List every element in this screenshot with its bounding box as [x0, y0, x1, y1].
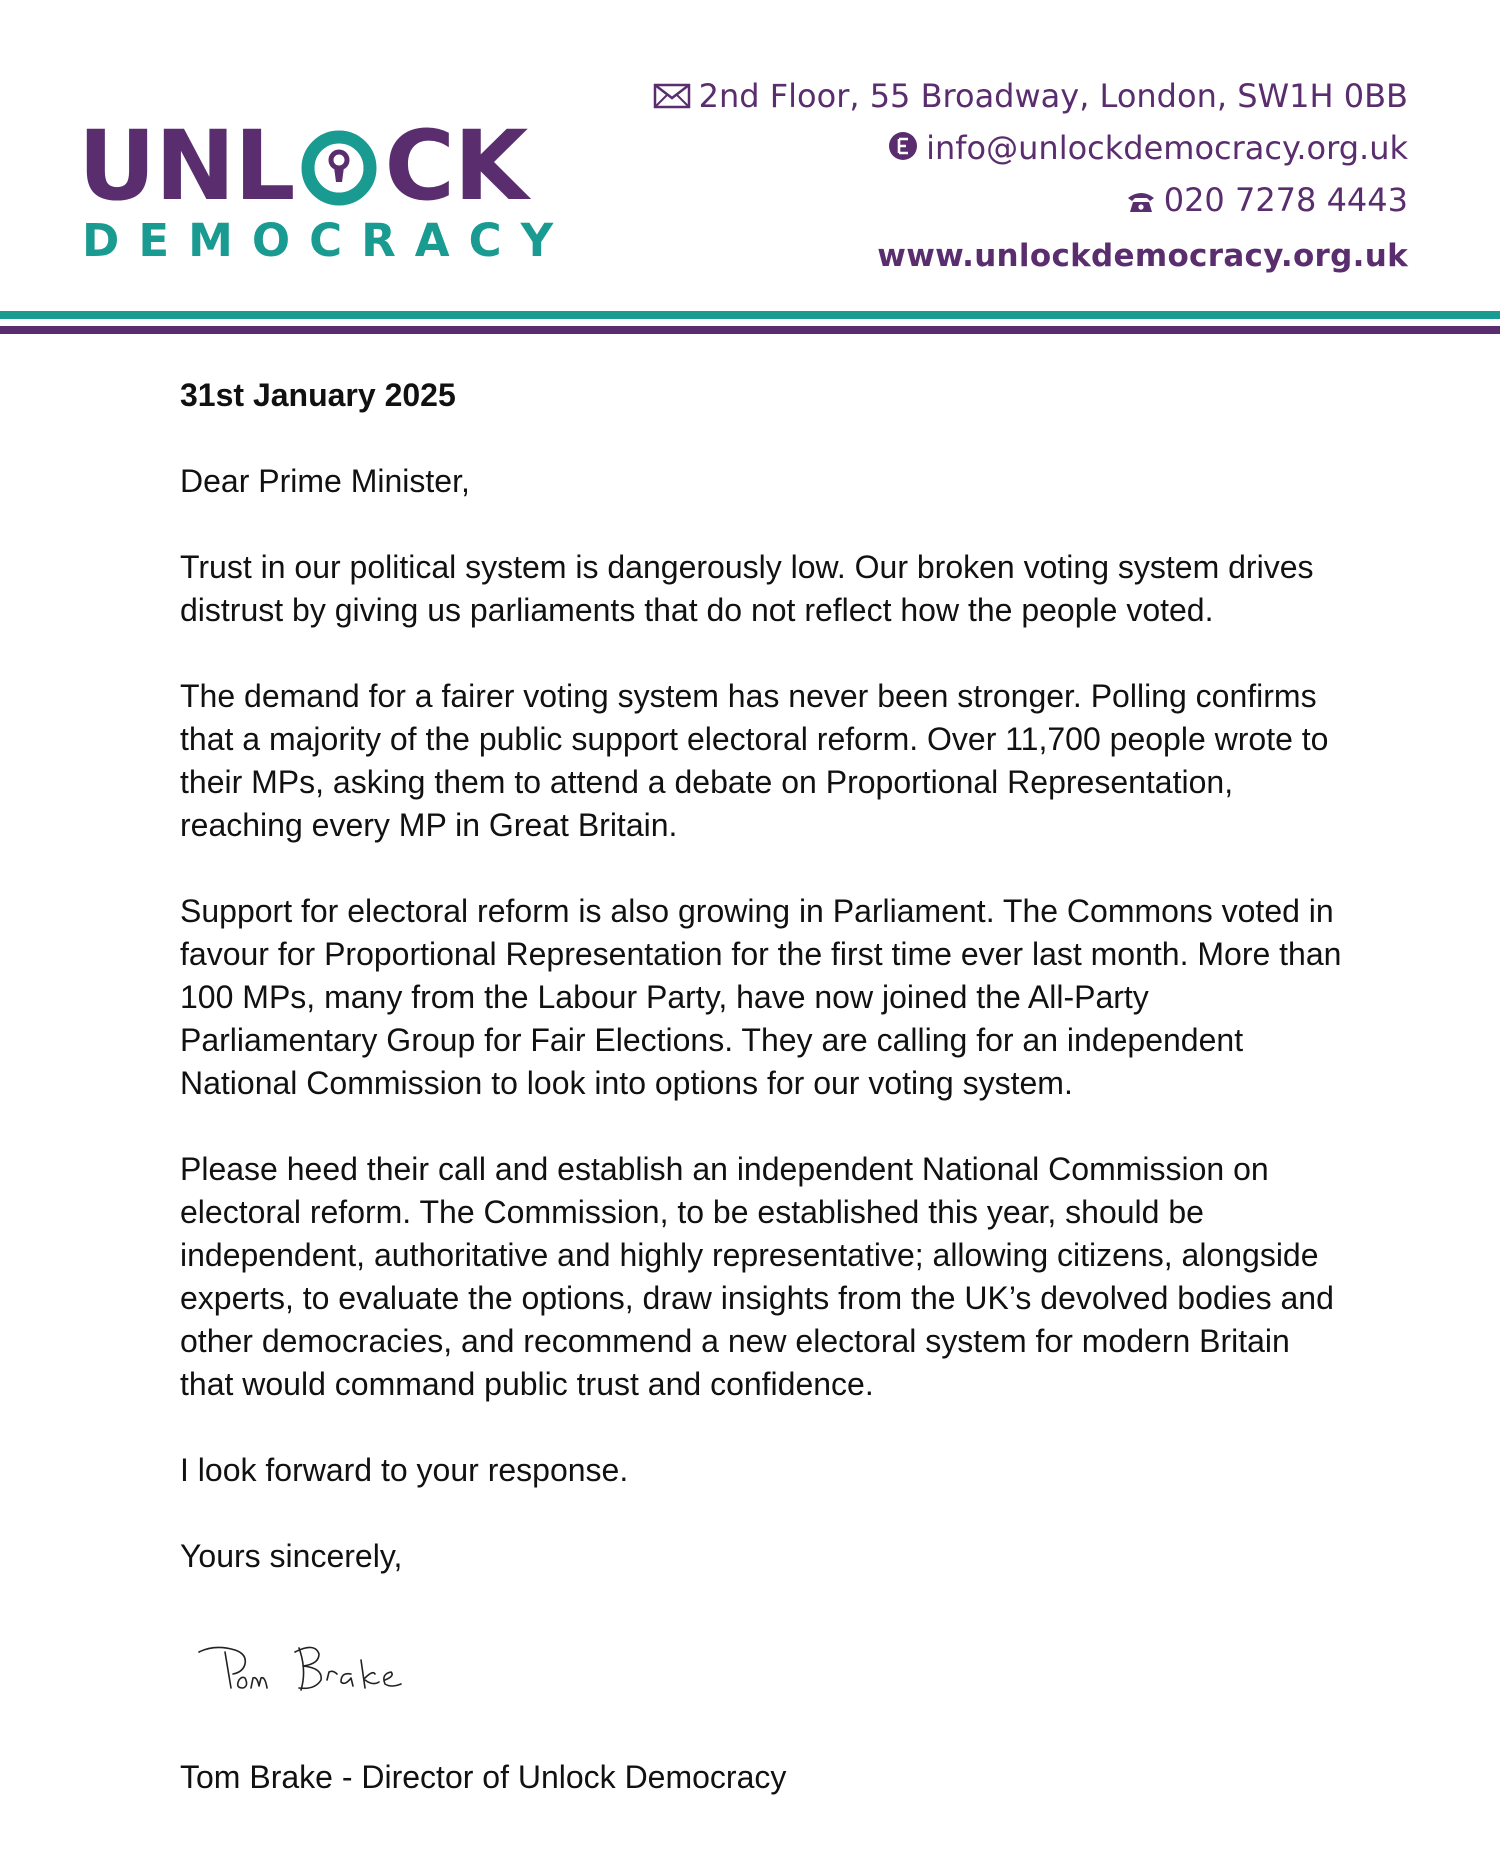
logo-wordmark	[78, 110, 528, 222]
padlock-o-icon	[298, 118, 380, 214]
closing-line: I look forward to your response.	[180, 1452, 629, 1488]
teal-divider	[0, 311, 1500, 319]
logo-word-left: UNL	[78, 110, 295, 222]
phone-text: 020 7278 4443	[1163, 181, 1408, 219]
letterhead	[0, 0, 1500, 345]
letter-date: 31st January 2025	[180, 377, 456, 413]
address-line	[588, 70, 1408, 122]
handwritten-signature	[195, 1630, 435, 1710]
envelope-icon	[653, 72, 691, 124]
contact-block	[588, 70, 1408, 282]
address-text: 2nd Floor, 55 Broadway, London, SW1H 0BB	[698, 77, 1408, 115]
email-link[interactable]: info@unlockdemocracy.org.uk	[926, 129, 1408, 167]
logo-subtitle: DEMOCRACY	[82, 214, 573, 267]
paragraph-4: Please heed their call and establish an independent National Commission on electoral reform. The Commission, to be established this year, should be independent, authoritative and highly representative; allowing citizens, alongside experts, to evaluate the options, draw insights from the UK’s devolved bodies and other democracies, and recommend a new electoral system for modern Britain that would command public trust and confidence.	[180, 1151, 1334, 1402]
paragraph-3: Support for electoral reform is also growing in Parliament. The Commons voted in favour for Proportional Representation for the first time ever last month. More than 100 MPs, many from the Labour Party, have now joined the All-Party Parliamentary Group for Fair Elections. They are calling for an independent National Commission to look into options for our voting system.	[180, 893, 1342, 1101]
signer-name: Tom Brake - Director of Unlock Democracy	[180, 1759, 787, 1795]
email-line	[588, 122, 1408, 174]
sign-off: Yours sincerely,	[180, 1538, 403, 1574]
logo-word-right: CK	[384, 110, 528, 222]
purple-divider	[0, 326, 1500, 334]
unlock-democracy-logo	[78, 110, 573, 268]
phone-line	[588, 174, 1408, 226]
telephone-icon	[1126, 176, 1156, 228]
paragraph-1: Trust in our political system is dangerously low. Our broken voting system drives distrust by giving us parliaments that do not reflect how the people voted.	[180, 549, 1314, 628]
paragraph-2: The demand for a fairer voting system has never been stronger. Polling confirms that a majority of the public support electoral reform. Over 11,700 people wrote to their MPs, asking them to attend a debate on Proportional Representation, reaching every MP in Great Britain.	[180, 678, 1329, 843]
salutation: Dear Prime Minister,	[180, 463, 470, 499]
email-e-icon	[888, 124, 918, 176]
website-line	[588, 230, 1408, 282]
website-link[interactable]: www.unlockdemocracy.org.uk	[877, 238, 1408, 274]
letter-body	[180, 374, 1350, 1578]
